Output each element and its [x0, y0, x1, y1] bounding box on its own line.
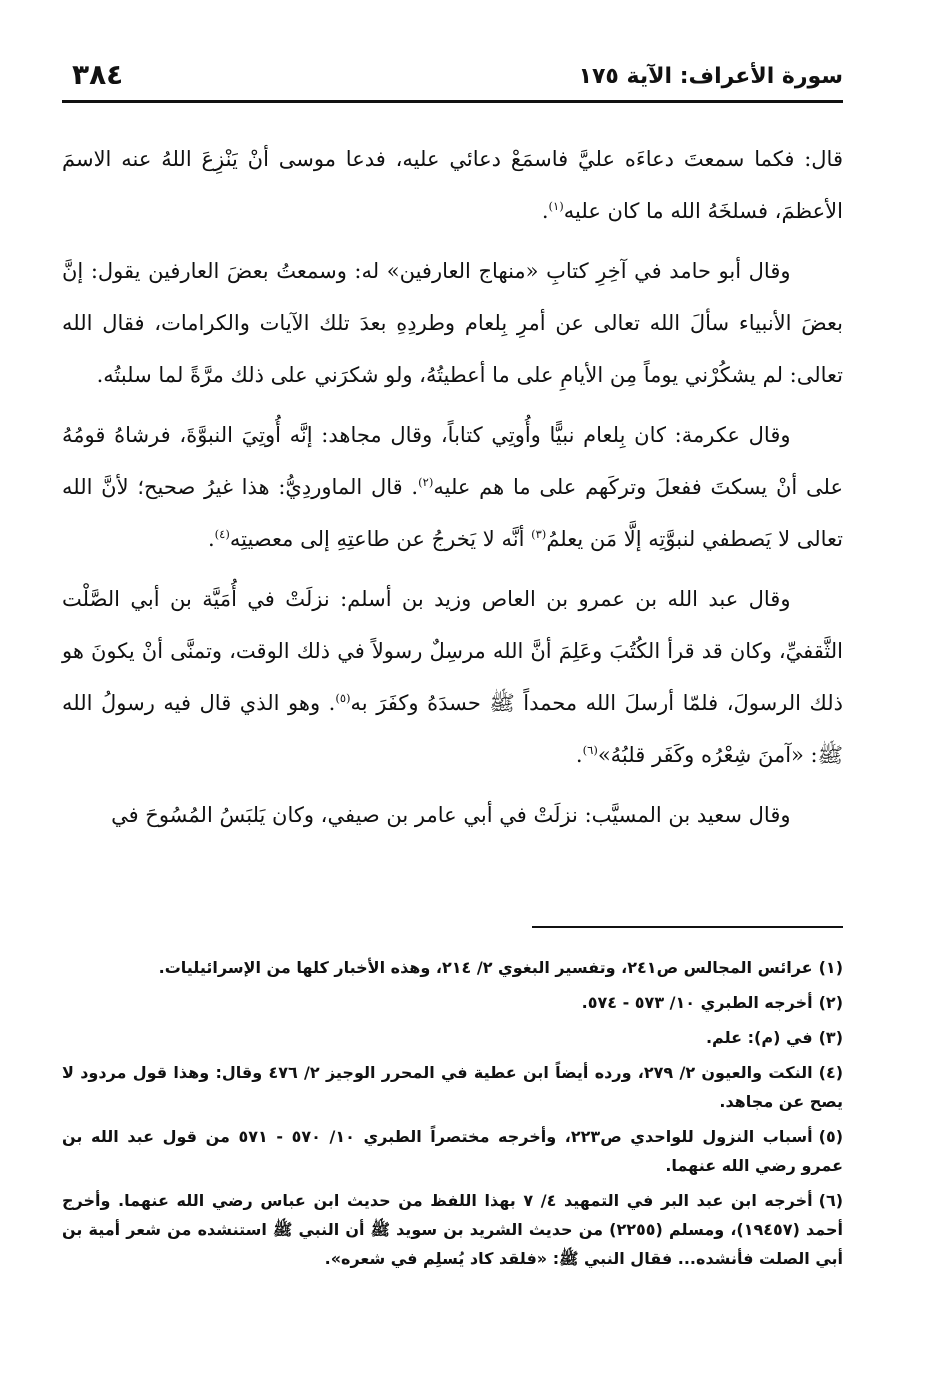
footnote-5: (٥)أسباب النزول للواحدي ص٢٢٣، وأخرجه مختصراً الطبري ١٠/ ٥٧٠ - ٥٧١ من قول عبد الله بن عمرو رضي الله عنهما.: [62, 1127, 844, 1175]
footnote-number: (٢): [818, 993, 843, 1012]
page-header: [62, 58, 843, 98]
footnote-1: (١)عرائس المجالس ص٢٤١، وتفسير البغوي ٢/ ٢١٤، وهذه الأخبار كلها من الإسرائيليات.: [158, 958, 843, 977]
footnote-number: (٦): [818, 1191, 844, 1210]
footnote-3: (٣)في (م): علم.: [705, 1028, 843, 1047]
footnote-number: (١): [818, 958, 843, 977]
running-title: سورة الأعراف: الآية ١٧٥: [578, 64, 843, 89]
footnote-ref[interactable]: (٥): [335, 691, 351, 705]
footnotes: [62, 953, 843, 1279]
main-text: [62, 133, 843, 841]
page-number: ٣٨٤: [72, 58, 124, 91]
header-rule: [62, 100, 843, 103]
footnote-number: (٤): [818, 1063, 844, 1082]
paragraph-2: وقال أبو حامد في آخِرِ كتابِ «منهاج العارفين» له: وسمعتُ بعضَ العارفين يقول: إنَّ بعضَ الأنبياء سألَ الله تعالى عن أمرِ بِلعام وطردِهِ بعدَ تلك الآيات والكرامات، فقال الله تعالى: لم يشكُرْني يوماً مِن الأيامِ على ما أعطيتُهُ، ولو شكرَني على ذلك مرَّةً لما سلبتُه.: [62, 259, 843, 387]
footnote-ref[interactable]: (٦): [582, 743, 598, 757]
paragraph-3: وقال عكرمة: كان بِلعام نبيًّا وأُوتِي كتاباً، وقال مجاهد: إنَّه أُوتِيَ النبوَّةَ، فرشاهُ قومُهُ على أنْ يسكتَ ففعلَ وتركَهم على ما هم عليه$^{(٢)}$. قال الماوردِيُّ: هذا غيرُ صحيح؛ لأنَّ الله تعالى لا يَصطفي لنبوَّتِه إلَّا مَن يعلمُ$^{(٣)}$ أنَّه لا يَخرجُ عن طاعتِهِ إلى معصيتِه$^{(٤)}$.: [62, 423, 843, 551]
footnote-number: (٥): [818, 1127, 844, 1146]
paragraph-5: وقال سعيد بن المسيَّب: نزلَتْ في أبي عامر بن صيفي، وكان يَلبَسُ المُسُوحَ في: [111, 803, 791, 827]
paragraph-1: قال: فكما سمعتَ دعاءَه عليَّ فاسمَعْ دعائي عليه، فدعا موسى أنْ يَنْزِعَ اللهُ عنه الاسمَ الأعظمَ، فسلخَهُ الله ما كان عليه$^{(١)}$.: [62, 147, 843, 223]
footnote-ref[interactable]: (٤): [214, 527, 230, 541]
footnote-separator: [532, 926, 843, 928]
footnote-2: (٢)أخرجه الطبري ١٠/ ٥٧٣ - ٥٧٤.: [581, 993, 843, 1012]
paragraph-4: وقال عبد الله بن عمرو بن العاص وزيد بن أسلم: نزلَتْ في أُمَيَّة بن أبي الصَّلْت الثَّقفيِّ، وكان قد قرأ الكُتُبَ وعَلِمَ أنَّ الله مرسِلٌ رسولاً في ذلك الوقت، وتمنَّى أنْ يكونَ هو ذلك الرسولَ، فلمّا أرسلَ الله محمداً ﷺ حسدَهُ وكفَرَ به$^{(٥)}$. وهو الذي قال فيه رسولُ الله ﷺ: «آمنَ شِعْرُه وكَفَر قلبُهُ»$^{(٦)}$.: [62, 587, 843, 767]
footnote-ref[interactable]: (٣): [531, 527, 547, 541]
footnote-ref[interactable]: (٢): [418, 475, 434, 489]
footnote-ref[interactable]: (١): [548, 199, 564, 213]
footnote-6: (٦)أخرجه ابن عبد البر في التمهيد ٤/ ٧ بهذا اللفظ من حديث ابن عباس رضي الله عنهما. وأخرج أحمد (١٩٤٥٧)، ومسلم (٢٢٥٥) من حديث الشريد بن سويد ﷺ أن النبي ﷺ استنشده من شعر أمية بن أبي الصلت فأنشده... فقال النبي ﷺ: «فلقد كاد يُسلِم في شعره».: [62, 1191, 844, 1268]
footnote-4: (٤)النكت والعيون ٢/ ٢٧٩، ورده أيضاً ابن عطية في المحرر الوجيز ٢/ ٤٧٦ وقال: وهذا قول مردود لا يصح عن مجاهد.: [62, 1063, 844, 1111]
footnote-number: (٣): [818, 1028, 843, 1047]
